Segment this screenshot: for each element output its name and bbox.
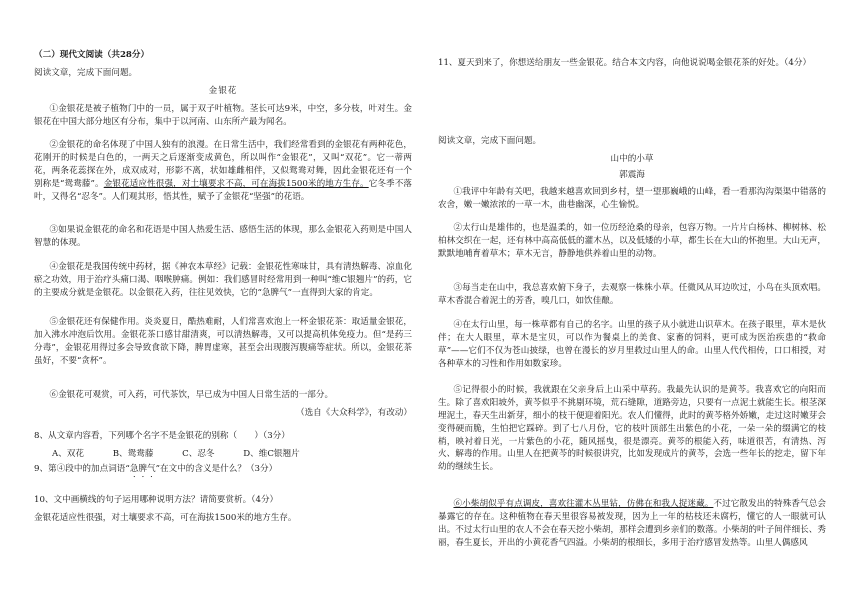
- paragraph-2: ②金银花的命名体现了中国人独有的浪漫。在日常生活中，我们经常看到的金银花有两种花色，花刚开的时候是白色的，一两天之后逐渐变成黄色，所以叫作“金银花”，又叫“双花”。它一蒂两花，两条花蕊探在外，成双成对，形影不离，状如雄雌相伴，又似鸳鸯对舞，因此金银花还有一个别称是“鸳鸯藤”。金银花适应性很强，对土壤要求不高，可在海拔1500米的地方生存。它冬季不落叶，又得名“忍冬”。人们观其形，悟其性，赋予了金银花“坚强”的花语。: [34, 140, 412, 202]
- question-10-quote: 金银花适应性很强，对土壤要求不高，可在海拔1500米的地方生存。: [34, 513, 297, 523]
- option-d[interactable]: D、维C银翘片: [243, 449, 300, 459]
- underlined-sentence-2: ⑥小柴胡似乎有点调皮，喜欢往灌木丛里钻，仿佛在和我人捉迷藏。: [453, 499, 714, 509]
- story-title: 山中的小草: [610, 154, 654, 164]
- section-title: （二）现代文阅读（共28分）: [34, 50, 150, 60]
- source-note: （选自《大众科学》，有改动）: [295, 408, 412, 418]
- option-c[interactable]: C、忍冬: [182, 449, 215, 459]
- story-paragraph-4: ④在太行山里，每一株草都有自己的名字。山里的孩子从小就进山识草木。在孩子眼里，草木是伙伴；在大人眼里，草木是宝贝，可以作为餐桌上的美食、家畜的饲料，更可成为医治疾患的“救命草”——它们不仅为苍山披绿，也曾在漫长的岁月里救过山里人的命。山里人代代相传，口口相授，对各种草木的习性和作用如数家珍。: [438, 320, 826, 369]
- question-10: 10、文中画横线的句子运用哪种说明方法？请简要赏析。（4分）: [34, 495, 279, 505]
- story-author: 郭震海: [619, 170, 645, 180]
- paragraph-5: ⑤金银花还有保健作用。炎炎夏日，酷热难耐，人们常喜欢泡上一杯金银花茶：取适量金银花，加入沸水冲泡后饮用。金银花茶口感甘甜清爽，可以清热解毒，又可以提高机体免疫力。但“是药三分毒”，金银花用得过多会导致食欲下降，脾胃虚寒，甚至会出现腹泻腹痛等症状。所以，金银花茶虽好，不要“贪杯”。: [34, 317, 412, 366]
- paragraph-1: ①金银花是被子植物门中的一员，属于双子叶植物。茎长可达9米，中空，多分枝，叶对生。金银花在中国大部分地区有分布，集中于以河南、山东所产最为闻名。: [34, 104, 412, 127]
- paragraph-3: ③如果说金银花的命名和花语是中国人热爱生活、感悟生活的体现，那么金银花入药则是中国人智慧的体现。: [34, 225, 412, 248]
- paragraph-4: ④金银花是我国传统中药材，据《神农本草经》记载：金银花性寒味甘，具有清热解毒、凉血化瘀之功效，用于治疗头痛口渴、咽喉肿痛。例如：我们感冒时经常用到一种叫“维C银翘片”的药，它的主要成分就是金银花。以金银花入药，往往见效快，它的“急脾气”一直得到大家的肯定。: [34, 262, 412, 298]
- option-a[interactable]: A、双花: [52, 449, 84, 459]
- question-8: 8、从文章内容看，下列哪个名字不是金银花的别称（ ）（3分）: [34, 431, 290, 441]
- question-9: 9、第④段中的加点词语“急脾气”在文中的含义是什么？（3分）: [34, 464, 278, 474]
- question-11: 11、夏天到来了，你想送给朋友一些金银花。结合本文内容，向他说说喝金银花茶的好处。（4分）: [438, 58, 812, 68]
- story-paragraph-1: ①我评中年龄有关吧，我越来越喜欢回到乡村，望一望那巍峨的山峰，看一看那沟沟渠渠中错落的农舍，嫩一嫩浓浓的一草一木，曲巷幽深，心生愉悦。: [438, 187, 826, 210]
- option-b[interactable]: B、鸳鸯藤: [112, 449, 154, 459]
- instruction: 阅读文章，完成下面问题。: [34, 68, 138, 78]
- story-paragraph-2: ②太行山是雄伟的，也是温柔的，如一位历经沧桑的母亲，包容万物。一片片白杨林、柳树林、松柏林交织在一起，还有林中高高低低的灌木丛，以及低矮的小草，都生长在大山的怀抱里。大山无声，默默地哺育着草木；草木无言，静静地供养着山里的动物。: [438, 223, 826, 259]
- story-paragraph-3: ③每当走在山中，我总喜欢俯下身子，去观察一株株小草。任微风从耳边吹过，小鸟在头顶欢唱。草木香混合着泥土的芳香，嗅几口，如饮佳酿。: [438, 283, 826, 306]
- underlined-sentence: 金银花适应性很强，对土壤要求不高，可在海拔1500米的地方生存。: [103, 178, 369, 189]
- article-title: 金银花: [208, 86, 238, 96]
- dotted-term: 急脾气: [129, 464, 156, 474]
- paragraph-6: ⑥金银花可观赏，可入药，可代茶饮，早已成为中国人日常生活的一部分。: [49, 390, 334, 400]
- story-paragraph-6: ⑥小柴胡似乎有点调皮，喜欢往灌木丛里钻，仿佛在和我人捉迷藏。不过它散发出的特殊香气总会暴露它的存在。这种植物在春天里很容易被发现，因为上一年的枯枝还未腐朽，懂它的人一眼就可认出。不过太行山里的农人不会在春天挖小柴胡，那样会遭到乡亲们的数落。小柴胡的叶子间伴细长、秀丽，春生夏长，开出的小黄花香气四溢。小柴胡的根细长，多用于治疗感冒发热等。山里人偶感风: [438, 499, 826, 548]
- story-paragraph-5: ⑤记得很小的时候，我就跟在父亲身后上山采中草药。我最先认识的是黄芩。我喜欢它的向阳而生。除了喜欢阳坡外，黄芩似乎不挑剔环境，荒石缝隙，道路旁边，只要有一点泥土就能生长。根茎深埋泥土，春天生出新芽，细小的枝干便迎着阳光。农人们懂得，此时的黄芩格外娇嫩，走过这时嫩芽会变得硬而脆，生怕把它踩碎。到了七八月份，它的枝叶顶部生出紫色的小花，一朵一朵的缀满它的枝梢，映衬着日光，一片紫色的小花，随风摇曳，很是漂亮。黄芩的根能入药，味道很苦，有清热、泻火、解毒的作用。山里人在把黄芩的时候很讲究，比如发现成片的黄芩，会选一些年长的挖走，留下年幼的继续生长。: [438, 385, 826, 473]
- question-8-options: [34, 448, 430, 461]
- instruction-2: 阅读文章，完成下面问题。: [438, 136, 542, 146]
